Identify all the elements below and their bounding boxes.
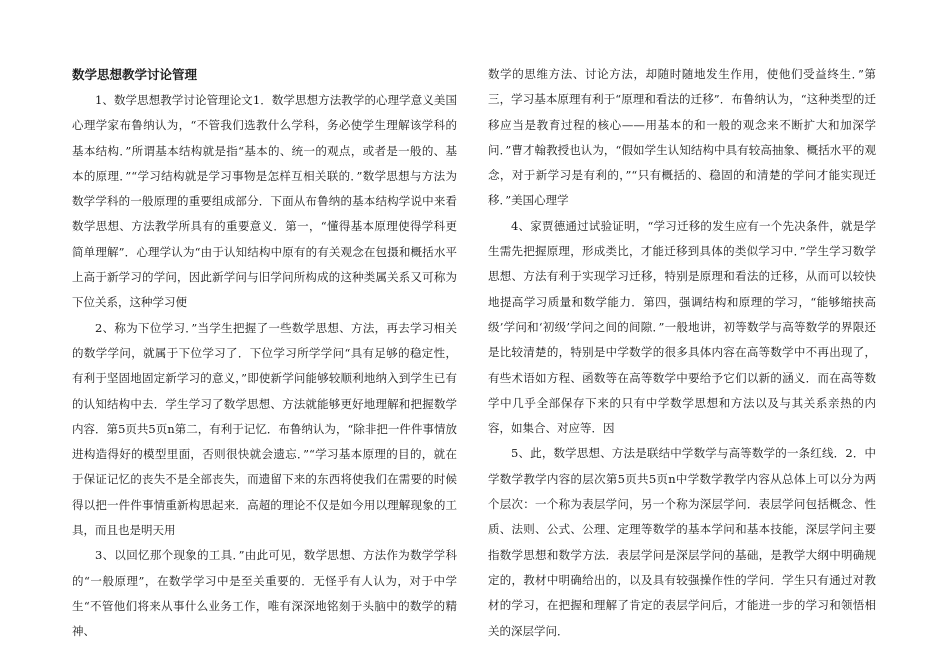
- paragraph-1: 1、数学思想教学讨论管理论文1．数学思想方法教学的心理学意义美国心理学家布鲁纳认为，“不管我们选教什么学科，务必使学生理解该学科的基本结构．”所谓基本结构就是指“基本的、统一的观点，或者是一般的、基本的原理．”“学习结构就是学习事物是怎样互相关联的．”数学思想与方法为数学学科的一般原理的重要组成部分．下面从布鲁纳的基本结构学说中来看数学思想、方法教学所具有的重要意义．第一，“懂得基本原理使得学科更简单理解”．心理学认为“由于认知结构中原有的有关观念在包摄和概括水平上高于新学习的学问，因此新学问与旧学问所构成的这种类属关系又可称为下位关系，这种学习便: [72, 93, 457, 310]
- paragraph-5: 5、此，数学思想、方法是联结中学数学与高等数学的一条红线．2．中学数学教学内容的层次第5页共5页n中学数学教学内容从总体上可以分为两个层次：一个称为表层学问，另一个称为深层学问．表层学问包括概念、性质、法则、公式、公理、定理等数学的基本学问和基本技能，深层学问主要指数学思想和数学方法．表层学问是深层学问的基础，是教学大纲中明确规定的，教材中明确给出的，以及具有较强操作性的学问．学生只有通过对教材的学习，在把握和理解了肯定的表层学问后，才能进一步的学习和领悟相关的深层学问．: [488, 446, 876, 638]
- paragraph-4: 4、家贾德通过试验证明，“学习迁移的发生应有一个先决条件，就是学生需先把握原理，形成类比，才能迁移到具体的类似学习中．”学生学习数学思想、方法有利于实现学习迁移，特别是原理和看法的迁移，从而可以较快地提高学习质量和数学能力．第四，强调结构和原理的学习，“能够缩挟高级’学问和‘初级’学问之间的间隙．”一般地讲，初等数学与高等数学的界限还是比较清楚的，特别是中学数学的很多具体内容在高等数学中不再出现了，有些术语如方程、函数等在高等数学中要给予它们以新的涵义．而在高等数学中几乎全部保存下来的只有中学数学思想和方法以及与其关系亲热的内容，如集合、对应等．因: [488, 218, 876, 436]
- paragraph-3: 3、以回忆那个现象的工具．”由此可见，数学思想、方法作为数学学科的“一般原理”，在数学学习中是至关重要的．无怪乎有人认为，对于中学生“不管他们将来从事什么业务工作，唯有深深地铭刻于头脑中的数学的精神、: [72, 548, 457, 639]
- paragraph-3-continuation: 数学的思维方法、讨论方法，却随时随地发生作用，使他们受益终生．”第三，学习基本原理有利于“原理和看法的迁移”．布鲁纳认为，“这种类型的迁移应当是教育过程的核心——用基本的和一般的观念来不断扩大和加深学问．”曹才翰教授也认为，“假如学生认知结构中具有较高抽象、概括水平的观念，对于新学习是有利的，”“只有概括的、稳固的和清楚的学问才能实现迁移．”美国心理学: [488, 67, 876, 208]
- paragraph-2: 2、称为下位学习．”当学生把握了一些数学思想、方法，再去学习相关的数学学问，就属于下位学习了．下位学习所学学问“具有足够的稳定性，有利于坚固地固定新学习的意义，”即使新学问能够较顺利地纳入到学生已有的认知结构中去．学生学习了数学思想、方法就能够更好地理解和把握数学内容．第5页共5页n第二，有利于记忆．布鲁纳认为，“除非把一件件事情放进构造得好的模型里面，否则很快就会遗忘．”“学习基本原理的目的，就在于保证记忆的丧失不是全部丧失，而遗留下来的东西将使我们在需要的时候得以把一件件事情重新构思起来．高超的理论不仅是如今用以理解现象的工具，而且也是明天用: [72, 320, 457, 538]
- document-title: 数学思想教学讨论管理: [72, 67, 198, 82]
- left-column: [72, 66, 457, 645]
- right-column: [488, 62, 876, 644]
